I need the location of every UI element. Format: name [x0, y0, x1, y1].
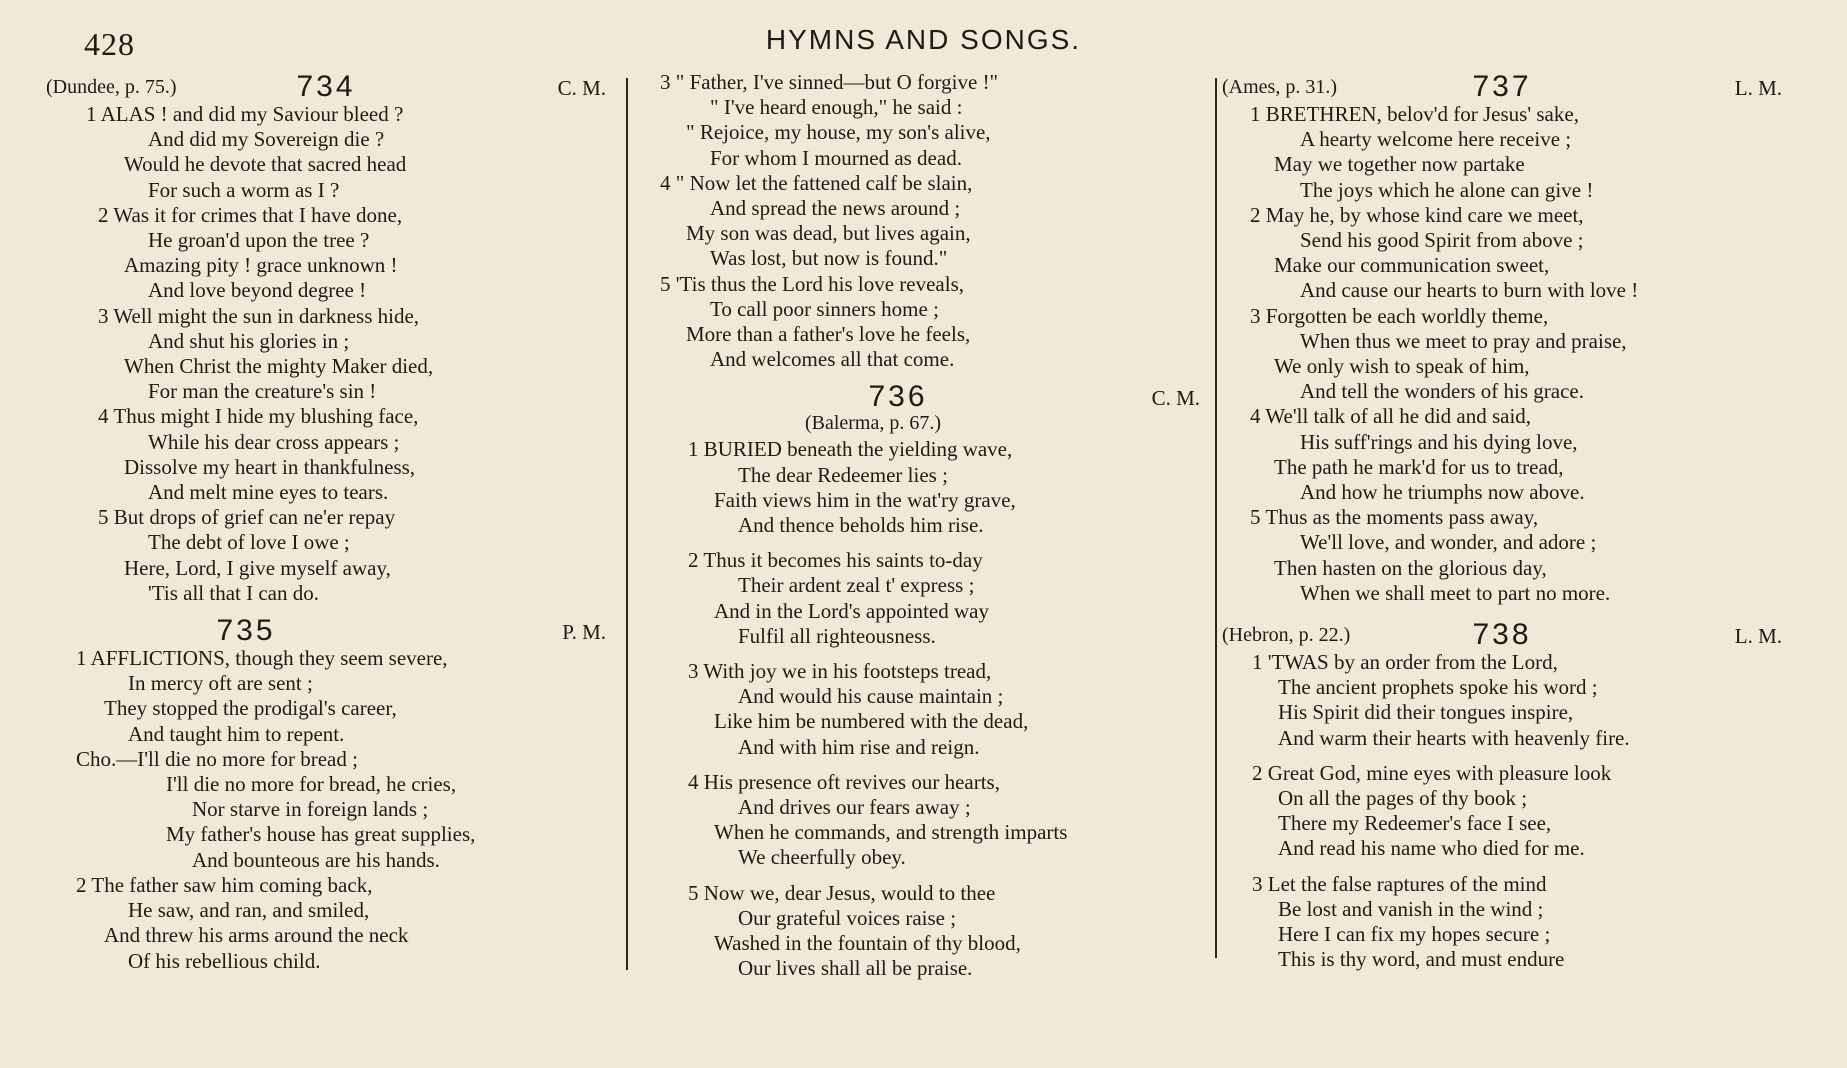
- verse-line: The dear Redeemer lies ;: [738, 462, 948, 487]
- verse-line: And did my Sovereign die ?: [148, 127, 385, 152]
- verse-line: Of his rebellious child.: [128, 948, 321, 973]
- column-divider: [626, 78, 628, 970]
- verse-line: Here I can fix my hopes secure ;: [1278, 922, 1551, 947]
- verse-line: 3 Let the false raptures of the mind: [1252, 871, 1547, 896]
- column-left: [46, 70, 606, 974]
- verse-line: And love beyond degree !: [148, 278, 367, 303]
- verse-line: And warm their hearts with heavenly fire.: [1278, 725, 1630, 750]
- hymn-734-tune: (Dundee, p. 75.): [46, 76, 177, 98]
- verse-line: More than a father's love he feels,: [686, 322, 971, 347]
- verse-line: 3 With joy we in his footsteps tread,: [688, 659, 992, 684]
- verse-line: Dissolve my heart in thankfulness,: [124, 454, 416, 479]
- hymn-738-tune: (Hebron, p. 22.): [1222, 624, 1351, 647]
- hymn-736-header: [658, 380, 1208, 412]
- page-title: HYMNS AND SONGS.: [765, 24, 1082, 55]
- verse-line: Faith views him in the wat'ry grave,: [714, 487, 1016, 512]
- verse-line: To call poor sinners home ;: [710, 296, 939, 321]
- verse-line: Our grateful voices raise ;: [738, 905, 957, 930]
- verse-line: 1 ALAS ! and did my Saviour bleed ?: [86, 102, 404, 126]
- verse-line: 4 We'll talk of all he did and said,: [1250, 404, 1532, 429]
- verse-line: The ancient prophets spoke his word ;: [1278, 675, 1598, 700]
- verse-line: " I've heard enough," he said :: [710, 95, 963, 120]
- verse-line: 3 " Father, I've sinned—but O forgive !": [660, 70, 999, 94]
- column-middle: [658, 70, 1208, 982]
- verse-line: 2 Thus it becomes his saints to-day: [688, 548, 983, 573]
- verse-line: When we shall meet to part no more.: [1300, 580, 1611, 605]
- verse-line: Their ardent zeal t' express ;: [738, 573, 975, 598]
- hymn-736-meter: C. M.: [1151, 386, 1200, 411]
- hymn-735-text: [46, 646, 606, 974]
- verse-line: Here, Lord, I give myself away,: [124, 555, 391, 580]
- verse-line: Make our communication sweet,: [1274, 253, 1550, 278]
- hymn-737-tune: (Ames, p. 31.): [1222, 76, 1337, 98]
- verse-line: And welcomes all that come.: [710, 347, 955, 372]
- verse-line: He saw, and ran, and smiled,: [128, 898, 370, 923]
- verse-line: Our lives shall all be praise.: [738, 956, 973, 981]
- hymn-735-header: [46, 614, 606, 646]
- hymn-737-header: [1222, 70, 1782, 102]
- column-right: [1222, 70, 1782, 973]
- hymn-734-text: [46, 102, 606, 606]
- verse-line: 1 AFFLICTIONS, though they seem severe,: [76, 646, 448, 671]
- verse-line: Was lost, but now is found.": [710, 246, 948, 271]
- verse-line: Like him be numbered with the dead,: [714, 709, 1029, 734]
- verse-line: Would he devote that sacred head: [124, 152, 407, 177]
- verse-line: 2 Great God, mine eyes with pleasure look: [1252, 760, 1612, 785]
- hymn-734-header: [46, 70, 606, 102]
- verse-line: And read his name who died for me.: [1278, 836, 1585, 861]
- verse-line: We'll love, and wonder, and adore ;: [1300, 530, 1597, 555]
- verse-line: Amazing pity ! grace unknown !: [124, 253, 398, 278]
- verse-line: A hearty welcome here receive ;: [1300, 127, 1572, 152]
- verse-line: 3 Forgotten be each worldly theme,: [1250, 303, 1549, 328]
- hymn-737-meter: L. M.: [1734, 76, 1782, 100]
- column-divider: [1215, 78, 1217, 958]
- verse-line: Fulfil all righteousness.: [738, 623, 936, 648]
- verse-line: When he commands, and strength imparts: [714, 820, 1068, 845]
- verse-line: 2 May he, by whose kind care we meet,: [1250, 202, 1584, 227]
- verse-line: Send his good Spirit from above ;: [1300, 228, 1584, 253]
- verse-line: This is thy word, and must endure: [1278, 947, 1565, 972]
- chorus-line: Nor starve in foreign lands ;: [192, 797, 429, 822]
- page-number: 428: [84, 26, 135, 62]
- verse-line: 2 The father saw him coming back,: [76, 872, 373, 897]
- chorus-line: And bounteous are his hands.: [192, 847, 440, 872]
- verse-line: 4 " Now let the fattened calf be slain,: [660, 170, 973, 195]
- verse-line: When Christ the mighty Maker died,: [124, 354, 434, 379]
- verse-line: For whom I mourned as dead.: [710, 145, 962, 170]
- verse-line: The debt of love I owe ;: [148, 530, 350, 555]
- verse-line: On all the pages of thy book ;: [1278, 786, 1528, 811]
- hymn-735-number: 735: [216, 614, 276, 648]
- verse-line: There my Redeemer's face I see,: [1278, 811, 1552, 836]
- chorus-line: Cho.—I'll die no more for bread ;: [76, 746, 358, 771]
- hymn-736-tune: (Balerma, p. 67.): [804, 412, 942, 435]
- verse-line: And cause our hearts to burn with love !: [1300, 278, 1639, 303]
- verse-line: 5 'Tis thus the Lord his love reveals,: [660, 271, 964, 296]
- verse-line: And spread the news around ;: [710, 196, 961, 221]
- verse-line: When thus we meet to pray and praise,: [1300, 328, 1627, 353]
- verse-line: " Rejoice, my house, my son's alive,: [686, 120, 991, 145]
- hymn-738-text: [1222, 650, 1782, 972]
- verse-line: My son was dead, but lives again,: [686, 221, 971, 246]
- chorus-line: I'll die no more for bread, he cries,: [166, 772, 457, 797]
- verse-line: Washed in the fountain of thy blood,: [714, 931, 1021, 956]
- verse-line: And with him rise and reign.: [738, 734, 980, 759]
- verse-line: We only wish to speak of him,: [1274, 354, 1530, 379]
- verse-line: 1 'TWAS by an order from the Lord,: [1252, 650, 1558, 675]
- verse-line: 1 BURIED beneath the yielding wave,: [688, 437, 1013, 462]
- verse-line: 5 But drops of grief can ne'er repay: [98, 505, 396, 530]
- hymn-738-header: [1222, 618, 1782, 650]
- verse-line: 4 His presence oft revives our hearts,: [688, 769, 1000, 794]
- hymn-738-meter: L. M.: [1734, 624, 1782, 649]
- verse-line: And melt mine eyes to tears.: [148, 480, 389, 505]
- verse-line: Be lost and vanish in the wind ;: [1278, 896, 1544, 921]
- verse-line: 5 Thus as the moments pass away,: [1250, 505, 1539, 530]
- hymn-735-continued: [658, 70, 1208, 372]
- verse-line: May we together now partake: [1274, 152, 1525, 177]
- verse-line: In mercy oft are sent ;: [128, 671, 313, 696]
- hymn-737-number: 737: [1472, 70, 1532, 103]
- verse-line: For man the creature's sin !: [148, 379, 377, 404]
- verse-line: 2 Was it for crimes that I have done,: [98, 202, 403, 227]
- verse-line: And shut his glories in ;: [148, 328, 350, 353]
- verse-line: The path he mark'd for us to tread,: [1274, 454, 1564, 479]
- verse-line: And how he triumphs now above.: [1300, 480, 1585, 505]
- verse-line: The joys which he alone can give !: [1300, 177, 1594, 202]
- verse-line: 1 BRETHREN, belov'd for Jesus' sake,: [1250, 102, 1579, 126]
- verse-line: And drives our fears away ;: [738, 795, 971, 820]
- verse-line: And thence beholds him rise.: [738, 513, 984, 538]
- verse-line: And tell the wonders of his grace.: [1300, 379, 1585, 404]
- verse-line: 4 Thus might I hide my blushing face,: [98, 404, 419, 429]
- hymn-734-meter: C. M.: [557, 76, 606, 100]
- hymn-737-text: [1222, 102, 1782, 606]
- hymn-736-text: [658, 437, 1208, 981]
- verse-line: And in the Lord's appointed way: [714, 598, 989, 623]
- verse-line: His suff'rings and his dying love,: [1300, 429, 1578, 454]
- verse-line: We cheerfully obey.: [738, 845, 906, 870]
- verse-line: He groan'd upon the tree ?: [148, 228, 370, 253]
- verse-line: And taught him to repent.: [128, 721, 345, 746]
- chorus-line: My father's house has great supplies,: [166, 822, 476, 847]
- verse-line: And would his cause maintain ;: [738, 684, 1004, 709]
- verse-line: 'Tis all that I can do.: [148, 580, 319, 605]
- hymn-738-number: 738: [1472, 618, 1532, 652]
- verse-line: Then hasten on the glorious day,: [1274, 555, 1547, 580]
- verse-line: While his dear cross appears ;: [148, 429, 400, 454]
- verse-line: His Spirit did their tongues inspire,: [1278, 700, 1574, 725]
- hymn-736-number: 736: [868, 380, 928, 414]
- verse-line: And threw his arms around the neck: [104, 923, 409, 948]
- hymn-735-meter: P. M.: [562, 620, 606, 645]
- verse-line: 3 Well might the sun in darkness hide,: [98, 303, 420, 328]
- verse-line: For such a worm as I ?: [148, 177, 340, 202]
- hymn-734-number: 734: [296, 70, 356, 103]
- verse-line: They stopped the prodigal's career,: [104, 696, 397, 721]
- verse-line: 5 Now we, dear Jesus, would to thee: [688, 880, 996, 905]
